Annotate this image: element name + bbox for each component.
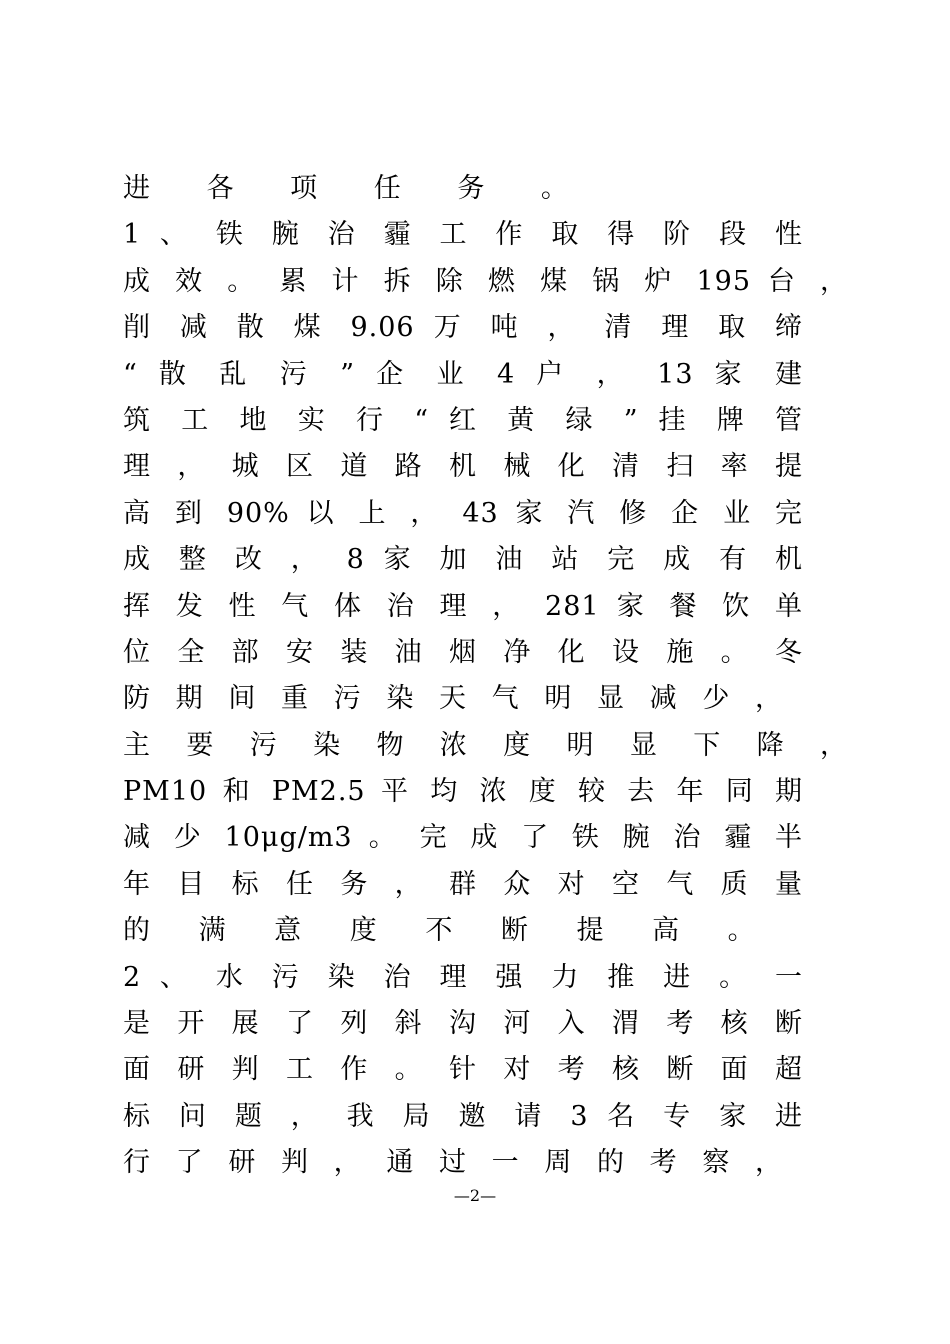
text-line: 进 各 项 任 务 。 [123, 173, 592, 204]
text-line: 理 ， 城 区 道 路 机 械 化 清 扫 率 提 [123, 451, 803, 483]
text-line: 是 开 展 了 列 斜 沟 河 入 渭 考 核 断 [123, 1008, 803, 1040]
text-line: 1 、 铁 腕 治 霾 工 作 取 得 阶 段 性 [123, 219, 803, 251]
text-line: PM10 和 PM2.5 平 均 浓 度 较 去 年 同 期 [123, 776, 803, 808]
text-line: 减 少 10μg/m3 。 完 成 了 铁 腕 治 霾 半 [123, 822, 803, 854]
text-line: 成 效 。 累 计 拆 除 燃 煤 锅 炉 195 台 ， [123, 265, 848, 297]
text-line: 筑 工 地 实 行 “ 红 黄 绿 ” 挂 牌 管 [123, 404, 803, 436]
text-line: 行 了 研 判 ， 通 过 一 周 的 考 察 ， [123, 1147, 783, 1179]
text-line: 年 目 标 任 务 ， 群 众 对 空 气 质 量 [123, 868, 803, 900]
page-number: —2— [453, 1186, 497, 1205]
text-line: 的 满 意 度 不 断 提 高 。 [123, 915, 775, 947]
text-line: 高 到 90% 以 上 ， 43 家 汽 修 企 业 完 [123, 497, 803, 529]
body-text [123, 166, 848, 1187]
text-line: 主 要 污 染 物 浓 度 明 显 下 降 ， [123, 729, 848, 761]
text-line: 面 研 判 工 作 。 针 对 考 核 断 面 超 [123, 1054, 803, 1086]
text-line: 防 期 间 重 污 染 天 气 明 显 减 少 ， [123, 683, 783, 715]
text-line: 2 、 水 污 染 治 理 强 力 推 进 。 一 [123, 961, 803, 993]
text-line: 位 全 部 安 装 油 烟 净 化 设 施 。 冬 [123, 636, 803, 668]
text-line: 挥 发 性 气 体 治 理 ， 281 家 餐 饮 单 [123, 590, 803, 622]
text-line: 标 问 题 ， 我 局 邀 请 3 名 专 家 进 [123, 1100, 803, 1132]
text-line: 成 整 改 ， 8 家 加 油 站 完 成 有 机 [123, 544, 803, 576]
text-line: 削 减 散 煤 9.06 万 吨 ， 清 理 取 缔 [123, 312, 803, 344]
text-line: “ 散 乱 污 ” 企 业 4 户 ， 13 家 建 [123, 358, 803, 390]
